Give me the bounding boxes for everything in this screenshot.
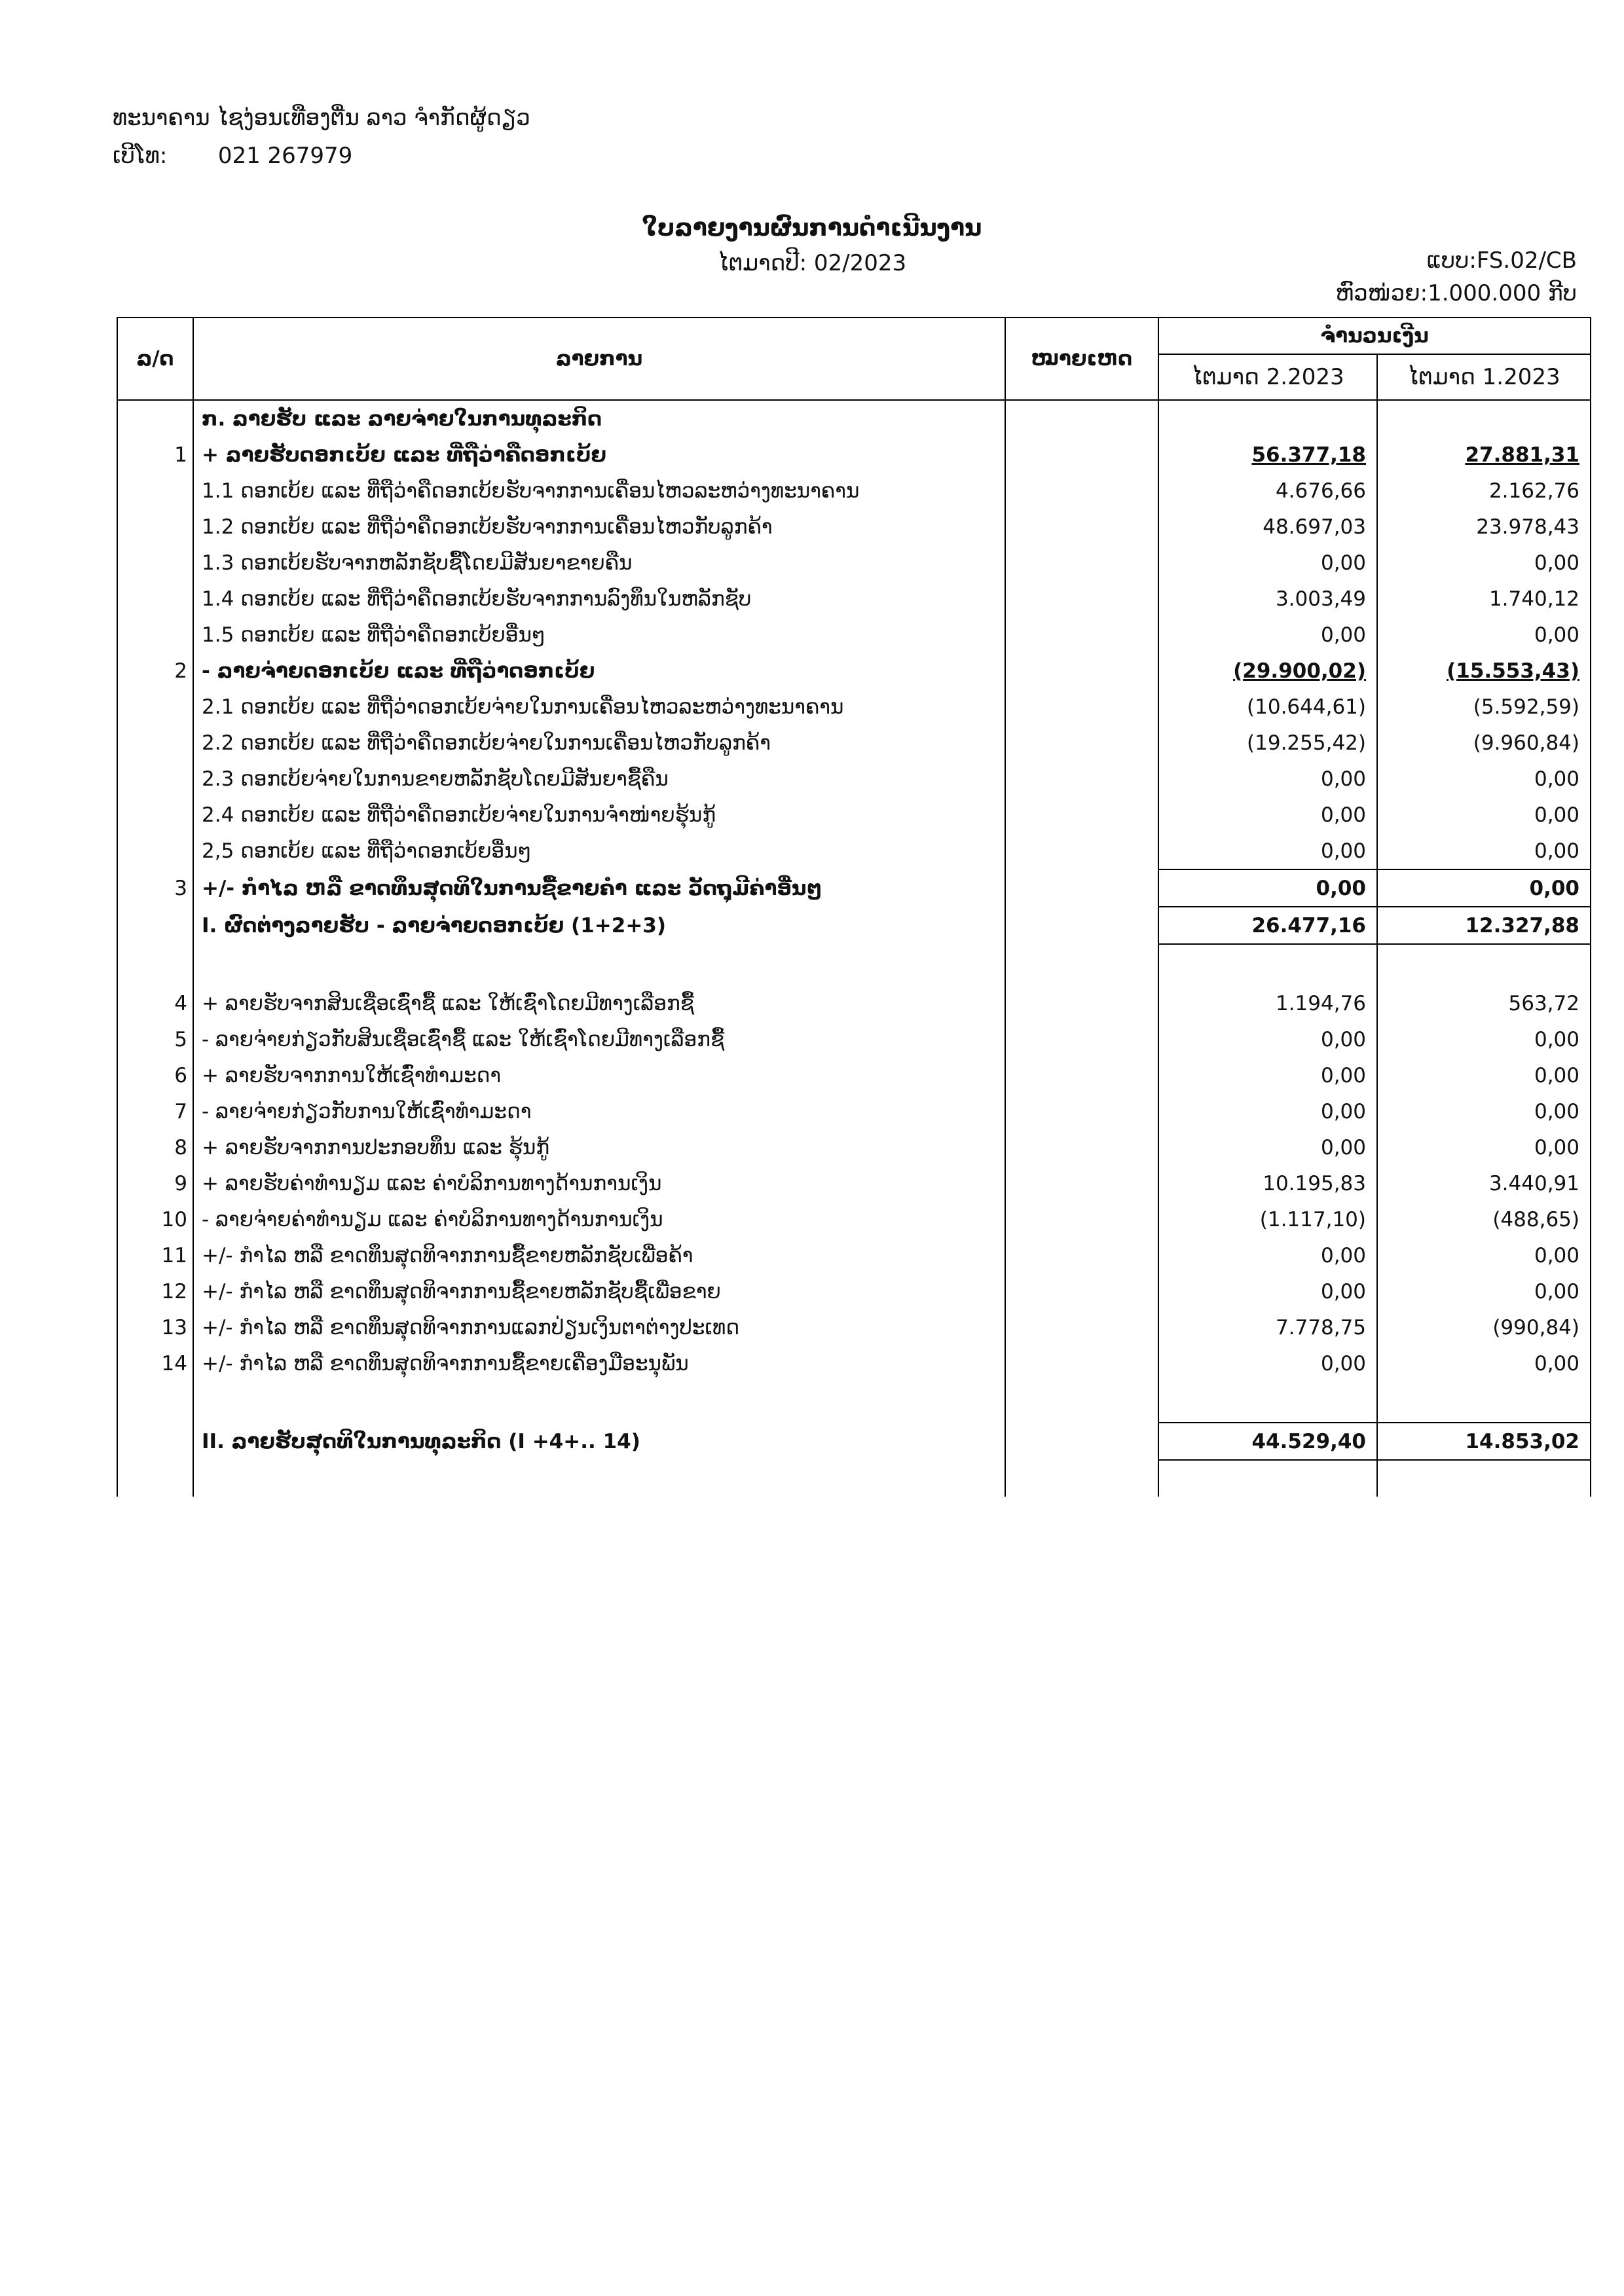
row-amount-q2 (1158, 725, 1377, 761)
row-amount-q2-value: 0,00 (1320, 1063, 1366, 1087)
row-amount-q1-value: 0,00 (1534, 551, 1579, 575)
row-note (1005, 581, 1158, 617)
row-amount-q2-value: (29.900,02) (1233, 659, 1366, 683)
row-number (117, 509, 193, 545)
row-note (1005, 725, 1158, 761)
table-row (117, 1423, 1591, 1460)
row-number (117, 400, 193, 437)
report-period: ໄຕມາດປີ: 02/2023 (717, 250, 907, 276)
row-amount-q1-value: 12.327,88 (1465, 913, 1579, 938)
table-row (117, 1057, 1591, 1093)
phone-label: ເບີໂທ: (113, 143, 168, 169)
row-number: 6 (117, 1057, 193, 1093)
row-number (117, 797, 193, 833)
row-amount-q2 (1158, 797, 1377, 833)
row-amount-q2-value: 0,00 (1320, 1351, 1366, 1376)
row-amount-q2 (1158, 907, 1377, 944)
row-item-label (193, 944, 1005, 985)
row-amount-q1 (1377, 400, 1591, 437)
row-amount-q1-value: 0,00 (1534, 1351, 1579, 1376)
row-amount-q2 (1158, 1237, 1377, 1273)
row-number (117, 761, 193, 797)
row-amount-q1-value: (488,65) (1492, 1207, 1579, 1231)
table-row (117, 653, 1591, 689)
row-amount-q1 (1377, 797, 1591, 833)
row-amount-q2 (1158, 581, 1377, 617)
row-amount-q1 (1377, 1273, 1591, 1309)
table-row (117, 545, 1591, 581)
row-note (1005, 437, 1158, 473)
row-item-label: 2,5 ດອກເບ້ຍ ແລະ ທີ່ຖືວ່າດອກເບ້ຍອື່ນໆ (193, 833, 1005, 869)
row-amount-q1-value: 0,00 (1534, 1135, 1579, 1159)
table-row (117, 907, 1591, 944)
row-note (1005, 1057, 1158, 1093)
row-amount-q1-value: (5.592,59) (1473, 695, 1579, 719)
row-number (117, 1381, 193, 1423)
table-row (117, 869, 1591, 907)
row-amount-q2 (1158, 1165, 1377, 1201)
row-amount-q2-value: 0,00 (1320, 623, 1366, 647)
row-note (1005, 1345, 1158, 1381)
row-amount-q1-value: 27.881,31 (1465, 443, 1579, 467)
row-amount-q1-value: (15.553,43) (1447, 659, 1579, 683)
row-amount-q2-value: 44.529,40 (1251, 1429, 1366, 1453)
row-number: 2 (117, 653, 193, 689)
table-row (117, 617, 1591, 653)
row-item-label: 2.2 ດອກເບ້ຍ ແລະ ທີ່ຖືວ່າຄືດອກເບ້ຍຈ່າຍໃນການເຄື່ອນໄຫວກັບລູກຄ້າ (193, 725, 1005, 761)
row-item-label: +/- ກຳໄລ ຫລື ຂາດທຶນສຸດທິຈາກການຊື້ຂາຍຫລັກຊັບເພື່ອຄ້າ (193, 1237, 1005, 1273)
table-row (117, 400, 1591, 437)
row-note (1005, 653, 1158, 689)
table-row (117, 1460, 1591, 1497)
row-number (117, 1423, 193, 1460)
row-number: 1 (117, 437, 193, 473)
row-item-label: +/- ກຳໄລ ຫລື ຂາດທຶນສຸດທິຈາກການແລກປ່ຽນເງິນຕາຕ່າງປະເທດ (193, 1309, 1005, 1345)
row-amount-q2-value: 3.003,49 (1275, 587, 1366, 611)
col-header-item: ລາຍການ (193, 318, 1005, 400)
row-note (1005, 1237, 1158, 1273)
row-amount-q1 (1377, 473, 1591, 509)
row-note (1005, 797, 1158, 833)
row-amount-q2 (1158, 545, 1377, 581)
row-amount-q1-value: 0,00 (1534, 803, 1579, 827)
report-title: ໃບລາຍງານຜົນການດຳເນີນງານ (642, 215, 982, 242)
table-row (117, 689, 1591, 725)
row-amount-q1-value: 0,00 (1534, 623, 1579, 647)
table-row (117, 1129, 1591, 1165)
table-row (117, 1021, 1591, 1057)
row-amount-q2 (1158, 944, 1377, 985)
row-amount-q2-value: (10.644,61) (1247, 695, 1366, 719)
row-amount-q2 (1158, 1201, 1377, 1237)
row-note (1005, 400, 1158, 437)
row-amount-q2 (1158, 1345, 1377, 1381)
row-amount-q2 (1158, 869, 1377, 907)
row-number: 13 (117, 1309, 193, 1345)
table-row (117, 437, 1591, 473)
row-amount-q2-value: 48.697,03 (1263, 515, 1366, 539)
row-amount-q2-value: 0,00 (1320, 551, 1366, 575)
row-number (117, 725, 193, 761)
col-header-amount: ຈຳນວນເງີນ (1158, 318, 1591, 354)
row-item-label: - ລາຍຈ່າຍກ່ຽວກັບການໃຫ້ເຊົ່າທຳມະດາ (193, 1093, 1005, 1129)
table-row (117, 725, 1591, 761)
row-amount-q2 (1158, 761, 1377, 797)
row-amount-q1 (1377, 1381, 1591, 1423)
row-item-label: + ລາຍຮັບຈາກການປະກອບທຶນ ແລະ ຮຸ້ນກູ້ (193, 1129, 1005, 1165)
row-amount-q2-value: 10.195,83 (1263, 1171, 1366, 1195)
row-amount-q2 (1158, 617, 1377, 653)
col-header-note: ໝາຍເຫດ (1005, 318, 1158, 400)
row-amount-q1-value: 2.162,76 (1488, 479, 1579, 503)
row-amount-q1 (1377, 653, 1591, 689)
table-row (117, 581, 1591, 617)
row-note (1005, 473, 1158, 509)
income-statement-table (117, 317, 1591, 1497)
row-amount-q2 (1158, 400, 1377, 437)
row-item-label: II. ລາຍຮັບສຸດທິໃນການທຸລະກິດ (I +4+.. 14) (193, 1423, 1005, 1460)
row-amount-q1 (1377, 1165, 1591, 1201)
row-item-label: - ລາຍຈ່າຍກ່ຽວກັບສິນເຊື່ອເຊົ່າຊື້ ແລະ ໃຫ້ເຊົ່າໂດຍມີທາງເລືອກຊື້ (193, 1021, 1005, 1057)
row-note (1005, 833, 1158, 869)
row-item-label: + ລາຍຮັບຈາກສິນເຊື່ອເຊົ່າຊື້ ແລະ ໃຫ້ເຊົ່າໂດຍມີທາງເລືອກຊື້ (193, 985, 1005, 1021)
row-amount-q1-value: 0,00 (1534, 1027, 1579, 1051)
row-number (117, 907, 193, 944)
row-amount-q1-value: 1.740,12 (1488, 587, 1579, 611)
row-amount-q1 (1377, 1423, 1591, 1460)
row-amount-q2 (1158, 1057, 1377, 1093)
row-amount-q1 (1377, 1129, 1591, 1165)
row-number: 14 (117, 1345, 193, 1381)
row-item-label: - ລາຍຈ່າຍຄ່າທຳນຽມ ແລະ ຄ່າບໍລິການທາງດ້ານການເງິນ (193, 1201, 1005, 1237)
bank-name: ທະນາຄານ ໄຊງ່ອນເທືອງຕື່ນ ລາວ ຈຳກັດຜູ້ດຽວ (113, 105, 530, 131)
row-item-label: +/- ກຳໄລ ຫລື ຂາດທຶນສຸດທິໃນການຊື້ຂາຍຄຳ ແລະ ວັດຖຸມີຄ່າອື່ນໆ (193, 869, 1005, 907)
row-amount-q1-value: 3.440,91 (1488, 1171, 1579, 1195)
table-row (117, 1273, 1591, 1309)
row-note (1005, 509, 1158, 545)
row-note (1005, 1165, 1158, 1201)
row-amount-q1 (1377, 437, 1591, 473)
row-item-label (193, 1460, 1005, 1497)
row-amount-q1 (1377, 1460, 1591, 1497)
table-row (117, 761, 1591, 797)
row-amount-q2-value: 56.377,18 (1251, 443, 1366, 467)
row-amount-q2-value: 0,00 (1320, 1027, 1366, 1051)
table-row (117, 944, 1591, 985)
row-amount-q2-value: 0,00 (1316, 876, 1366, 900)
row-number (117, 689, 193, 725)
row-note (1005, 869, 1158, 907)
row-amount-q1 (1377, 833, 1591, 869)
row-amount-q1 (1377, 689, 1591, 725)
row-item-label: 1.4 ດອກເບ້ຍ ແລະ ທີ່ຖືວ່າຄືດອກເບ້ຍຮັບຈາກການລົງທຶນໃນຫລັກຊັບ (193, 581, 1005, 617)
row-number (117, 833, 193, 869)
row-item-label: - ລາຍຈ່າຍດອກເບ້ຍ ແລະ ທີ່ຖືວ່າດອກເບ້ຍ (193, 653, 1005, 689)
row-number: 9 (117, 1165, 193, 1201)
row-amount-q1 (1377, 1237, 1591, 1273)
row-note (1005, 1273, 1158, 1309)
table-row (117, 1237, 1591, 1273)
table-row (117, 509, 1591, 545)
row-note (1005, 907, 1158, 944)
row-note (1005, 1201, 1158, 1237)
row-amount-q1-value: 0,00 (1534, 1243, 1579, 1267)
row-item-label: 1.3 ດອກເບ້ຍຮັບຈາກຫລັກຊັບຊື້ໂດຍມີສັນຍາຂາຍຄືນ (193, 545, 1005, 581)
row-amount-q1 (1377, 869, 1591, 907)
row-note (1005, 617, 1158, 653)
row-number (117, 1460, 193, 1497)
row-item-label: + ລາຍຮັບດອກເບ້ຍ ແລະ ທີ່ຖືວ່າຄືດອກເບ້ຍ (193, 437, 1005, 473)
table-row (117, 985, 1591, 1021)
row-number: 5 (117, 1021, 193, 1057)
row-amount-q2 (1158, 689, 1377, 725)
row-note (1005, 545, 1158, 581)
row-number: 12 (117, 1273, 193, 1309)
row-item-label (193, 1381, 1005, 1423)
row-amount-q2 (1158, 473, 1377, 509)
row-note (1005, 1381, 1158, 1423)
currency-unit: ຫົວໜ່ວຍ:1.000.000 ກີບ (1335, 280, 1577, 306)
row-note (1005, 1093, 1158, 1129)
row-amount-q2-value: 0,00 (1320, 1135, 1366, 1159)
row-item-label: 1.2 ດອກເບ້ຍ ແລະ ທີ່ຖືວ່າຄືດອກເບ້ຍຮັບຈາກການເຄື່ອນໄຫວກັບລູກຄ້າ (193, 509, 1005, 545)
row-item-label: 2.1 ດອກເບ້ຍ ແລະ ທີ່ຖືວ່າດອກເບ້ຍຈ່າຍໃນການເຄື່ອນໄຫວລະຫວ່າງທະນາຄານ (193, 689, 1005, 725)
row-number (117, 473, 193, 509)
row-item-label: 1.5 ດອກເບ້ຍ ແລະ ທີ່ຖືວ່າຄືດອກເບ້ຍອື່ນໆ (193, 617, 1005, 653)
table-row (117, 1201, 1591, 1237)
row-number: 10 (117, 1201, 193, 1237)
row-number (117, 944, 193, 985)
row-amount-q2 (1158, 1129, 1377, 1165)
col-header-q1: ໄຕມາດ 1.2023 (1377, 354, 1591, 400)
row-number: 7 (117, 1093, 193, 1129)
row-amount-q2 (1158, 1309, 1377, 1345)
row-amount-q2-value: 7.778,75 (1275, 1315, 1366, 1339)
table-row (117, 473, 1591, 509)
row-amount-q1-value: 0,00 (1534, 839, 1579, 863)
row-amount-q2-value: 0,00 (1320, 839, 1366, 863)
row-amount-q2-value: 0,00 (1320, 803, 1366, 827)
row-note (1005, 1309, 1158, 1345)
row-amount-q2-value: 1.194,76 (1275, 991, 1366, 1015)
row-amount-q2 (1158, 509, 1377, 545)
table-row (117, 1345, 1591, 1381)
row-amount-q1-value: (990,84) (1492, 1315, 1579, 1339)
table-row (117, 833, 1591, 869)
row-note (1005, 1423, 1158, 1460)
row-amount-q1 (1377, 617, 1591, 653)
row-amount-q1-value: 0,00 (1534, 767, 1579, 791)
phone-line (113, 143, 352, 169)
row-note (1005, 1129, 1158, 1165)
table-row (117, 1309, 1591, 1345)
row-amount-q1 (1377, 985, 1591, 1021)
row-number: 3 (117, 869, 193, 907)
row-amount-q2 (1158, 1423, 1377, 1460)
row-amount-q1 (1377, 545, 1591, 581)
row-amount-q2 (1158, 833, 1377, 869)
row-amount-q1 (1377, 944, 1591, 985)
row-amount-q1 (1377, 509, 1591, 545)
phone-number: 021 267979 (217, 143, 353, 169)
row-amount-q2-value: 26.477,16 (1251, 913, 1366, 938)
row-item-label: +/- ກຳໄລ ຫລື ຂາດທຶນສຸດທິຈາກການຊື້ຂາຍຫລັກຊັບຊື້ເພື່ອຂາຍ (193, 1273, 1005, 1309)
row-amount-q2-value: 0,00 (1320, 767, 1366, 791)
row-item-label: 1.1 ດອກເບ້ຍ ແລະ ທີ່ຖືວ່າຄືດອກເບ້ຍຮັບຈາກການເຄື່ອນໄຫວລະຫວ່າງທະນາຄານ (193, 473, 1005, 509)
row-note (1005, 1460, 1158, 1497)
row-amount-q1 (1377, 761, 1591, 797)
row-item-label: + ລາຍຮັບຄ່າທຳນຽມ ແລະ ຄ່າບໍລິການທາງດ້ານການເງິນ (193, 1165, 1005, 1201)
row-note (1005, 1021, 1158, 1057)
row-amount-q1-value: 14.853,02 (1465, 1429, 1579, 1453)
table-row (117, 1381, 1591, 1423)
col-header-no: ລ/ດ (117, 318, 193, 400)
row-note (1005, 689, 1158, 725)
row-amount-q2 (1158, 985, 1377, 1021)
row-note (1005, 761, 1158, 797)
row-amount-q1 (1377, 1057, 1591, 1093)
row-amount-q2 (1158, 653, 1377, 689)
row-amount-q2 (1158, 437, 1377, 473)
row-amount-q1-value: (9.960,84) (1473, 731, 1579, 755)
row-item-label: +/- ກຳໄລ ຫລື ຂາດທຶນສຸດທິຈາກການຊື້ຂາຍເຄື່ອງມືອະນຸພັນ (193, 1345, 1005, 1381)
col-header-q2: ໄຕມາດ 2.2023 (1158, 354, 1377, 400)
row-item-label: ກ. ລາຍຮັບ ແລະ ລາຍຈ່າຍໃນການທຸລະກິດ (193, 400, 1005, 437)
row-number (117, 545, 193, 581)
row-item-label: 2.3 ດອກເບ້ຍຈ່າຍໃນການຂາຍຫລັກຊັບໂດຍມີສັນຍາຊື້ຄືນ (193, 761, 1005, 797)
form-code: ແບບ:FS.02/CB (1426, 247, 1577, 274)
row-amount-q1-value: 563,72 (1508, 991, 1579, 1015)
row-amount-q1-value: 0,00 (1534, 1063, 1579, 1087)
row-amount-q1 (1377, 1201, 1591, 1237)
row-number: 8 (117, 1129, 193, 1165)
row-amount-q1-value: 0,00 (1534, 1099, 1579, 1123)
row-number (117, 581, 193, 617)
row-amount-q1 (1377, 581, 1591, 617)
row-amount-q1 (1377, 1345, 1591, 1381)
table-row (117, 1093, 1591, 1129)
row-amount-q1-value: 23.978,43 (1476, 515, 1579, 539)
row-amount-q2 (1158, 1460, 1377, 1497)
row-amount-q1 (1377, 1309, 1591, 1345)
row-number (117, 617, 193, 653)
row-amount-q2-value: 4.676,66 (1275, 479, 1366, 503)
row-amount-q1 (1377, 1093, 1591, 1129)
table-row (117, 797, 1591, 833)
row-number: 4 (117, 985, 193, 1021)
row-note (1005, 944, 1158, 985)
row-amount-q1-value: 0,00 (1529, 876, 1579, 900)
row-amount-q2-value: (1.117,10) (1259, 1207, 1366, 1231)
row-amount-q1 (1377, 907, 1591, 944)
row-amount-q2 (1158, 1093, 1377, 1129)
row-item-label: 2.4 ດອກເບ້ຍ ແລະ ທີ່ຖືວ່າຄືດອກເບ້ຍຈ່າຍໃນການຈຳໜ່າຍຮຸ້ນກູ້ (193, 797, 1005, 833)
row-amount-q2-value: (19.255,42) (1247, 731, 1366, 755)
row-amount-q2 (1158, 1273, 1377, 1309)
row-amount-q2-value: 0,00 (1320, 1099, 1366, 1123)
row-number: 11 (117, 1237, 193, 1273)
row-note (1005, 985, 1158, 1021)
row-item-label: I. ຜົດຕ່າງລາຍຮັບ - ລາຍຈ່າຍດອກເບ້ຍ (1+2+3) (193, 907, 1005, 944)
table-row (117, 1165, 1591, 1201)
row-amount-q1 (1377, 725, 1591, 761)
row-amount-q2 (1158, 1381, 1377, 1423)
row-amount-q1-value: 0,00 (1534, 1279, 1579, 1303)
row-amount-q2-value: 0,00 (1320, 1243, 1366, 1267)
row-amount-q1 (1377, 1021, 1591, 1057)
table-body (117, 400, 1591, 1497)
row-amount-q2-value: 0,00 (1320, 1279, 1366, 1303)
row-item-label: + ລາຍຮັບຈາກການໃຫ້ເຊົ່າທຳມະດາ (193, 1057, 1005, 1093)
row-amount-q2 (1158, 1021, 1377, 1057)
